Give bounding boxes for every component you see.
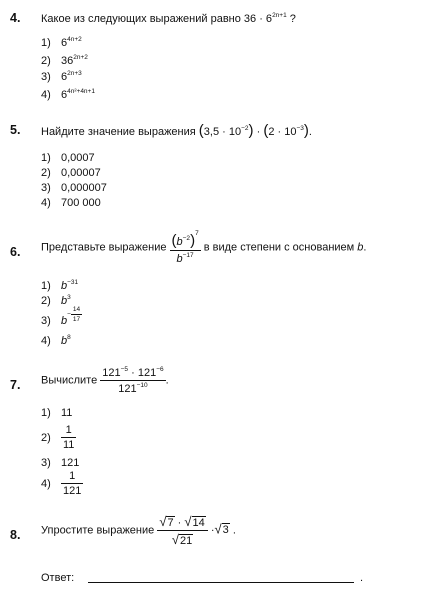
option-exponent: 2n+3 bbox=[67, 70, 82, 77]
option-denominator: 121 bbox=[63, 485, 82, 497]
option-index: 4) bbox=[41, 477, 51, 490]
exponent-numerator: 14 bbox=[72, 306, 81, 313]
option-value: 0,00007 bbox=[61, 167, 101, 179]
question-7-option-3[interactable] bbox=[41, 457, 79, 469]
question-8-end: . bbox=[232, 524, 236, 537]
multiply-dot: · bbox=[177, 517, 182, 529]
question-5-number: 5. bbox=[10, 123, 21, 137]
question-6-option-3[interactable] bbox=[41, 306, 82, 331]
fraction-numerator bbox=[157, 514, 207, 531]
paren-close: ) bbox=[303, 122, 309, 139]
denominator-base: b bbox=[176, 253, 183, 265]
question-5-factor-a: 3,5 · 10 bbox=[203, 126, 242, 138]
option-index: 3) bbox=[41, 457, 51, 469]
radicand-denominator: 21 bbox=[180, 535, 193, 547]
option-index: 1) bbox=[41, 152, 51, 164]
option-index: 2) bbox=[41, 167, 51, 179]
option-exponent: 3 bbox=[67, 294, 71, 301]
option-index: 4) bbox=[41, 89, 51, 101]
question-4-number: 4. bbox=[10, 11, 21, 25]
question-6-prompt: Представьте выражение bbox=[41, 241, 167, 254]
question-5-option-4[interactable] bbox=[41, 197, 101, 209]
fraction-numerator: $(b^{-2})^7$ bbox=[171, 230, 199, 249]
question-4-end: ? bbox=[286, 13, 296, 25]
option-index: 2) bbox=[41, 431, 51, 444]
question-4-text bbox=[41, 12, 296, 25]
question-6-option-1[interactable] bbox=[41, 279, 78, 292]
denominator-exponent: −10 bbox=[136, 382, 148, 389]
multiply-dot: · bbox=[131, 367, 135, 379]
fraction-denominator bbox=[100, 381, 165, 395]
radicand-a: 7 bbox=[167, 517, 174, 529]
question-6-number: 6. bbox=[10, 245, 21, 259]
question-5-text bbox=[41, 122, 312, 139]
numerator-outer-exponent: 7 bbox=[195, 230, 199, 237]
option-index: 4) bbox=[41, 335, 51, 347]
option-exponent: 8 bbox=[67, 334, 71, 341]
option-index: 3) bbox=[41, 71, 51, 83]
option-base: b bbox=[61, 295, 68, 307]
question-6-end: . bbox=[363, 241, 367, 254]
question-7-option-1[interactable] bbox=[41, 407, 72, 419]
option-value: 0,000007 bbox=[61, 182, 107, 194]
option-exponent: 2n+2 bbox=[73, 54, 88, 61]
question-5-end: . bbox=[308, 126, 312, 138]
option-value: 0,0007 bbox=[61, 152, 95, 164]
paren-open: ( bbox=[198, 122, 204, 139]
question-6-variable: b bbox=[357, 241, 364, 254]
option-fraction bbox=[61, 470, 83, 497]
option-base: b bbox=[61, 315, 68, 328]
option-denominator: 11 bbox=[63, 439, 75, 451]
question-5-prompt: Найдите значение выражения bbox=[41, 126, 196, 138]
question-5-factor-b: 2 · 10 bbox=[268, 126, 297, 138]
question-8-text bbox=[41, 514, 236, 547]
question-8-number: 8. bbox=[10, 528, 21, 542]
option-index: 2) bbox=[41, 55, 51, 67]
option-index: 3) bbox=[41, 182, 51, 194]
option-base: b bbox=[61, 280, 68, 292]
radicand-b: 14 bbox=[192, 517, 205, 529]
question-4-option-3[interactable] bbox=[41, 70, 82, 83]
sqrt-icon: √ bbox=[214, 521, 222, 537]
question-5-option-1[interactable] bbox=[41, 152, 95, 164]
numerator-b: 121 bbox=[137, 367, 157, 379]
numerator-b-exponent: −6 bbox=[156, 366, 164, 373]
option-fraction bbox=[61, 424, 76, 451]
option-index: 3) bbox=[41, 315, 51, 328]
option-value: 121 bbox=[61, 457, 80, 469]
sqrt-icon: √ bbox=[184, 514, 192, 529]
numerator-inner-exponent: −2 bbox=[182, 235, 191, 242]
question-7-end: . bbox=[165, 374, 169, 387]
question-7-text bbox=[41, 366, 169, 395]
option-exponent: 4n+2 bbox=[67, 36, 82, 43]
fraction-denominator bbox=[157, 531, 207, 547]
question-6-prompt-tail: в виде степени с основанием bbox=[203, 241, 355, 254]
question-4-exponent: 2n+1 bbox=[272, 12, 287, 19]
exponent-sign: − bbox=[67, 311, 71, 318]
question-4-prompt: Какое из следующих выражений равно 36 · 6 bbox=[41, 13, 273, 25]
option-base: 36 bbox=[61, 55, 74, 67]
fraction-numerator bbox=[100, 366, 165, 381]
question-5-factor-a-exponent: −2 bbox=[241, 125, 249, 132]
question-6-text bbox=[41, 230, 366, 265]
option-value: 700 000 bbox=[61, 197, 101, 209]
option-base: 6 bbox=[61, 37, 68, 49]
option-index: 1) bbox=[41, 280, 51, 292]
option-index: 2) bbox=[41, 295, 51, 307]
denominator-exponent: −17 bbox=[182, 252, 194, 259]
question-7-option-4[interactable] bbox=[41, 470, 83, 497]
paren-close: ) bbox=[248, 122, 254, 139]
option-numerator: 1 bbox=[61, 424, 76, 438]
answer-input-line[interactable] bbox=[88, 582, 354, 583]
answer-label: Ответ: bbox=[41, 572, 75, 584]
question-8-fraction bbox=[157, 514, 207, 547]
question-5-factor-b-exponent: −3 bbox=[296, 125, 304, 132]
option-numerator: 1 bbox=[61, 470, 83, 484]
sqrt-icon: √ bbox=[159, 514, 167, 529]
option-fraction-exponent bbox=[67, 306, 82, 323]
question-7-number: 7. bbox=[10, 378, 21, 392]
question-5-option-3[interactable] bbox=[41, 182, 107, 194]
numerator-a-exponent: −5 bbox=[120, 366, 129, 373]
option-index: 4) bbox=[41, 197, 51, 209]
exponent-denominator: 17 bbox=[72, 316, 81, 323]
question-4-option-4[interactable] bbox=[41, 88, 95, 101]
question-7-option-2[interactable] bbox=[41, 424, 76, 451]
question-6-fraction bbox=[170, 230, 201, 265]
option-exponent: −31 bbox=[67, 279, 79, 286]
option-base: 6 bbox=[61, 89, 68, 101]
question-4-option-1[interactable] bbox=[41, 36, 82, 49]
option-base: 6 bbox=[61, 71, 68, 83]
numerator-a: 121 bbox=[102, 367, 121, 379]
denominator-value: 121 bbox=[118, 383, 137, 395]
sqrt-icon: √ bbox=[171, 532, 179, 547]
option-base: b bbox=[61, 335, 68, 347]
option-value: 11 bbox=[61, 407, 73, 419]
question-8-prompt: Упростите выражение bbox=[41, 524, 155, 537]
fraction-denominator bbox=[170, 251, 201, 265]
paren-open: ( bbox=[263, 122, 269, 139]
question-7-prompt: Вычислите bbox=[41, 374, 98, 387]
option-index: 1) bbox=[41, 407, 51, 419]
question-4-option-2[interactable] bbox=[41, 54, 88, 67]
numerator-base: b bbox=[176, 236, 183, 248]
option-exponent: 4n²+4n+1 bbox=[67, 88, 95, 95]
exponent-fraction bbox=[71, 306, 82, 323]
multiply-dot: · bbox=[210, 524, 215, 537]
multiply-dot: · bbox=[256, 126, 261, 138]
radicand-tail: 3 bbox=[222, 524, 229, 537]
question-7-fraction bbox=[100, 366, 165, 395]
question-5-option-2[interactable] bbox=[41, 167, 101, 179]
option-index: 1) bbox=[41, 37, 51, 49]
question-6-option-4[interactable] bbox=[41, 334, 71, 347]
answer-end: . bbox=[360, 572, 364, 584]
